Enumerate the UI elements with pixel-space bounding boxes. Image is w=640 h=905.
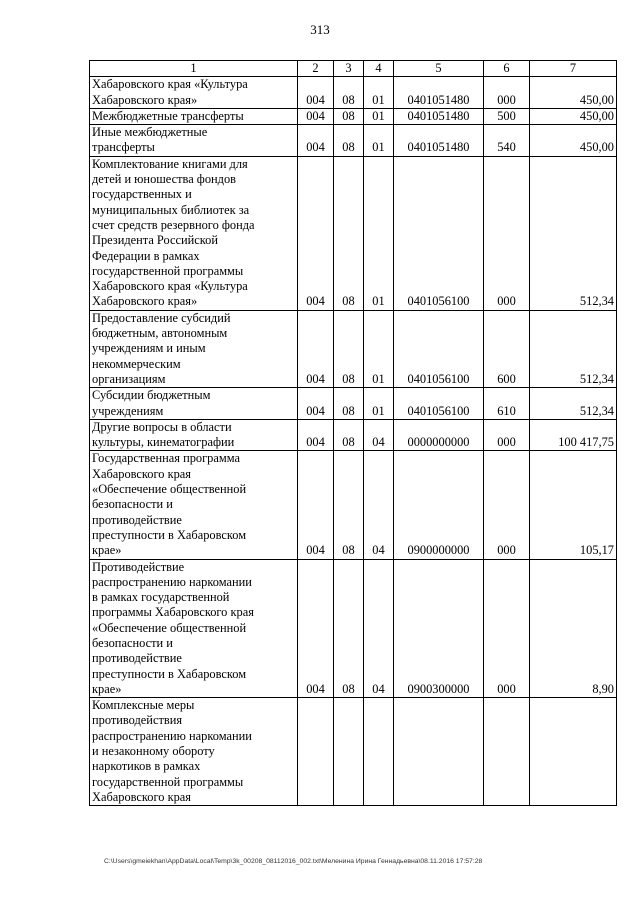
expense-type-code: 000 xyxy=(484,451,530,559)
section-code xyxy=(334,698,364,806)
table-row xyxy=(90,451,617,559)
section-code: 08 xyxy=(334,156,364,310)
target-article-code: 0401051480 xyxy=(394,108,484,124)
column-header: 2 xyxy=(298,61,334,77)
subsection-code: 01 xyxy=(364,108,394,124)
amount: 105,17 xyxy=(530,451,617,559)
target-article-code: 0900000000 xyxy=(394,451,484,559)
expense-type-code: 000 xyxy=(484,156,530,310)
subsection-code xyxy=(364,698,394,806)
table-row xyxy=(90,559,617,698)
target-article-code: 0401056100 xyxy=(394,388,484,420)
expense-type-code: 540 xyxy=(484,125,530,157)
row-description: Хабаровского края «Культура Хабаровского края» xyxy=(90,77,298,109)
target-article-code: 0401056100 xyxy=(394,310,484,387)
ministry-code: 004 xyxy=(298,451,334,559)
ministry-code: 004 xyxy=(298,77,334,109)
table-row xyxy=(90,388,617,420)
ministry-code: 004 xyxy=(298,388,334,420)
section-code: 08 xyxy=(334,310,364,387)
subsection-code: 04 xyxy=(364,419,394,451)
table-row xyxy=(90,419,617,451)
column-header: 5 xyxy=(394,61,484,77)
table-row xyxy=(90,108,617,124)
ministry-code: 004 xyxy=(298,108,334,124)
table-row xyxy=(90,310,617,387)
column-header: 7 xyxy=(530,61,617,77)
amount: 450,00 xyxy=(530,108,617,124)
row-description: Государственная программа Хабаровского края «Обеспечение общественной безопасности и противодействие преступности в Хабаровском крае» xyxy=(90,451,298,559)
target-article-code: 0401056100 xyxy=(394,156,484,310)
row-description: Межбюджетные трансферты xyxy=(90,108,298,124)
subsection-code: 01 xyxy=(364,310,394,387)
row-description: Противодействие распространению наркомании в рамках государственной программы Хабаровского края «Обеспечение общественной безопасности и противодействие преступности в Хабаровском крае» xyxy=(90,559,298,698)
file-path-footer: C:\Users\gmeiekhan\AppData\Local\Temp\3k_00208_08112016_002.txt\Меленина Ирина Геннадьевна\08.11.2016 17:57:28 xyxy=(104,858,483,865)
table-row xyxy=(90,125,617,157)
ministry-code: 004 xyxy=(298,156,334,310)
section-code: 08 xyxy=(334,388,364,420)
amount: 8,90 xyxy=(530,559,617,698)
row-description: Предоставление субсидий бюджетным, автономным учреждениям и иным некоммерческим организациям xyxy=(90,310,298,387)
section-code: 08 xyxy=(334,77,364,109)
header-row xyxy=(90,61,617,77)
amount xyxy=(530,698,617,806)
column-header: 4 xyxy=(364,61,394,77)
amount: 450,00 xyxy=(530,125,617,157)
subsection-code: 01 xyxy=(364,125,394,157)
amount: 512,34 xyxy=(530,156,617,310)
row-description: Комплексные меры противодействия распространению наркомании и незаконному обороту наркотиков в рамках государственной программы Хабаровского края xyxy=(90,698,298,806)
table-row xyxy=(90,156,617,310)
table-row xyxy=(90,77,617,109)
target-article-code: 0000000000 xyxy=(394,419,484,451)
row-description: Субсидии бюджетным учреждениям xyxy=(90,388,298,420)
subsection-code: 01 xyxy=(364,388,394,420)
budget-table xyxy=(89,60,617,806)
column-header: 3 xyxy=(334,61,364,77)
table-row xyxy=(90,698,617,806)
amount: 450,00 xyxy=(530,77,617,109)
ministry-code: 004 xyxy=(298,310,334,387)
amount: 512,34 xyxy=(530,388,617,420)
expense-type-code: 610 xyxy=(484,388,530,420)
column-header: 1 xyxy=(90,61,298,77)
target-article-code xyxy=(394,698,484,806)
target-article-code: 0401051480 xyxy=(394,77,484,109)
amount: 512,34 xyxy=(530,310,617,387)
expense-type-code: 600 xyxy=(484,310,530,387)
amount: 100 417,75 xyxy=(530,419,617,451)
page-number: 313 xyxy=(310,22,330,37)
target-article-code: 0401051480 xyxy=(394,125,484,157)
subsection-code: 01 xyxy=(364,156,394,310)
section-code: 08 xyxy=(334,125,364,157)
row-description: Иные межбюджетные трансферты xyxy=(90,125,298,157)
row-description: Комплектование книгами для детей и юношества фондов государственных и муниципальных библиотек за счет средств резервного фонда Президента Российской Федерации в рамках государственной программы Хабаровского края «Культура Хабаровского края» xyxy=(90,156,298,310)
expense-type-code: 000 xyxy=(484,419,530,451)
target-article-code: 0900300000 xyxy=(394,559,484,698)
ministry-code: 004 xyxy=(298,559,334,698)
expense-type-code: 500 xyxy=(484,108,530,124)
expense-type-code xyxy=(484,698,530,806)
subsection-code: 04 xyxy=(364,559,394,698)
ministry-code xyxy=(298,698,334,806)
ministry-code: 004 xyxy=(298,419,334,451)
expense-type-code: 000 xyxy=(484,77,530,109)
subsection-code: 04 xyxy=(364,451,394,559)
section-code: 08 xyxy=(334,559,364,698)
column-header: 6 xyxy=(484,61,530,77)
section-code: 08 xyxy=(334,451,364,559)
row-description: Другие вопросы в области культуры, кинематографии xyxy=(90,419,298,451)
expense-type-code: 000 xyxy=(484,559,530,698)
section-code: 08 xyxy=(334,108,364,124)
ministry-code: 004 xyxy=(298,125,334,157)
section-code: 08 xyxy=(334,419,364,451)
subsection-code: 01 xyxy=(364,77,394,109)
